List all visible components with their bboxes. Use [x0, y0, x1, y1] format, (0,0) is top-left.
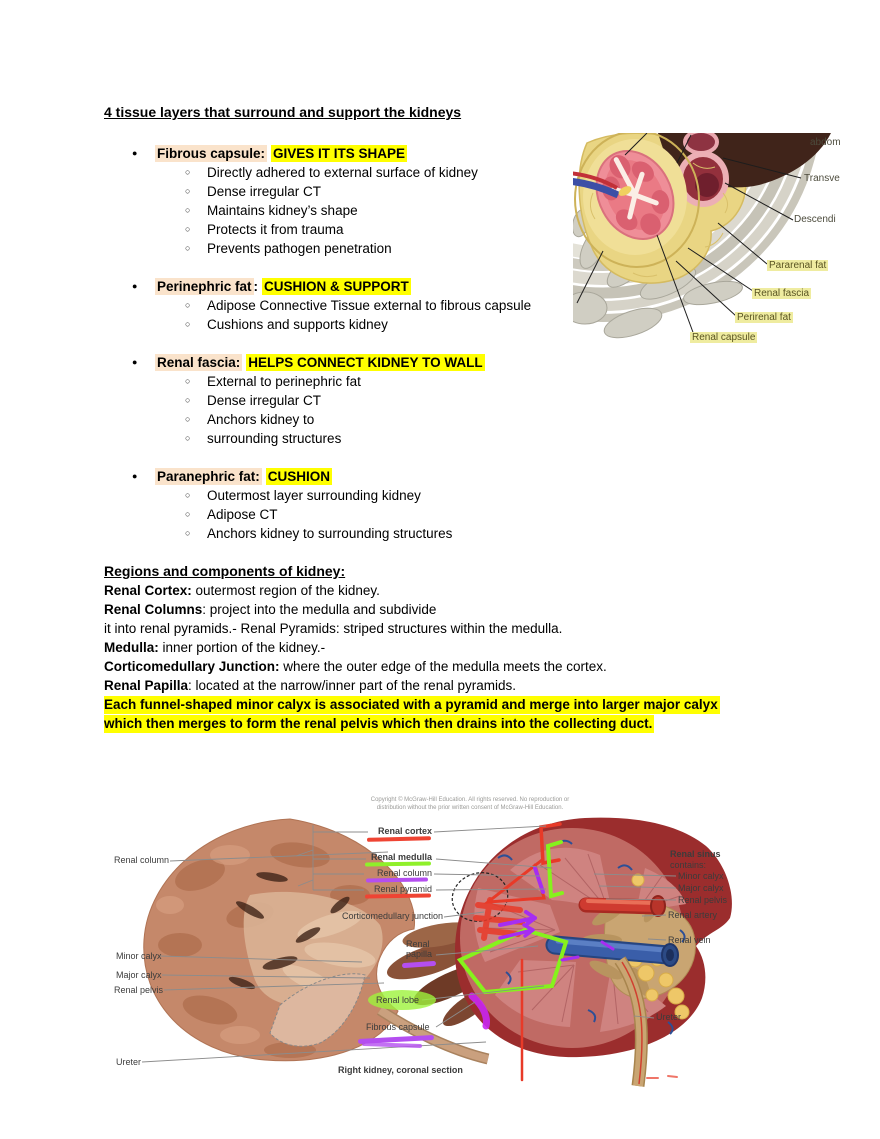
sub-bullet: ○ Adipose Connective Tissue external to fibrous capsule [185, 298, 532, 313]
body-line: Medulla: inner portion of the kidney.- [104, 640, 326, 655]
sub-bullet: ○ Anchors kidney to surrounding structures [185, 526, 453, 541]
figure-leader-lines [100, 790, 870, 1090]
bullet-label: Perinephric fat [157, 279, 252, 294]
circle-bullet-icon: ○ [185, 414, 191, 424]
circle-bullet-icon: ○ [185, 376, 191, 386]
kidney-figure-image[interactable] [100, 790, 870, 1090]
bullet-icon: ● [132, 471, 138, 481]
circle-bullet-icon: ○ [185, 224, 191, 234]
sub-bullet: ○ Dense irregular CT [185, 184, 322, 199]
bullet-icon: ● [132, 357, 138, 367]
fig1-label-abdomen: abdom [810, 137, 841, 148]
fig2-label-renal-column-left: Renal column [114, 855, 170, 865]
fig1-label-perirenal-fat: Perirenal fat [737, 312, 791, 323]
fig2-label-ureter-right: Ureter [656, 1012, 682, 1022]
sub-bullet: ○ Outermost layer surrounding kidney [185, 488, 421, 503]
bullet-item [104, 353, 764, 372]
fig2-label-renal-medulla: Renal medulla [370, 852, 432, 862]
sub-bullet: ○ Anchors kidney to [185, 412, 315, 427]
fig1-label-renal-capsule: Renal capsule [692, 332, 756, 343]
circle-bullet-icon: ○ [185, 490, 191, 500]
sub-bullet: ○ Prevents pathogen penetration [185, 241, 392, 256]
highlighted-line: which then merges to form the renal pelvis which then drains into the collecting duct. [104, 716, 653, 731]
fig2-caption: Right kidney, coronal section [338, 1065, 463, 1075]
fig2-label-fibrous-capsule: Fibrous capsule [366, 1022, 430, 1032]
fig2-label-ureter-left: Ureter [116, 1057, 142, 1067]
fig2-label-minor-calyx-right: Minor calyx [678, 871, 724, 881]
circle-bullet-icon: ○ [185, 167, 191, 177]
bullet-highlight: GIVES IT ITS SHAPE [273, 146, 406, 161]
bullet-highlight: CUSHION & SUPPORT [264, 279, 409, 294]
body-line: Renal Columns: project into the medulla and subdivide [104, 602, 437, 617]
body-line: Corticomedullary Junction: where the outer edge of the medulla meets the cortex. [104, 659, 607, 674]
circle-bullet-icon: ○ [185, 509, 191, 519]
fig2-label-renal-papilla: Renal papilla [406, 939, 433, 959]
fig2-label-renal-artery: Renal artery [668, 910, 718, 920]
page-title: 4 tissue layers that surround and support the kidneys [104, 104, 462, 120]
sub-bullet: ○ Dense irregular CT [185, 393, 322, 408]
highlighted-line: Each funnel-shaped minor calyx is associated with a pyramid and merge into larger major calyx [104, 697, 718, 712]
body-line: Renal Papilla: located at the narrow/inner part of the renal pyramids. [104, 678, 516, 693]
fig2-label-minor-calyx-left: Minor calyx [116, 951, 162, 961]
bullet-label: Fibrous capsule: [157, 146, 266, 161]
fig2-label-renal-pyramid: Renal pyramid [373, 884, 432, 894]
fig2-label-renal-sinus: Renal sinus [670, 849, 721, 859]
fig1-label-transverse: Transve [804, 173, 840, 184]
body-line: it into renal pyramids.- Renal Pyramids: striped structures within the medulla. [104, 621, 563, 636]
bullet-icon: ● [132, 281, 138, 291]
fig1-label-renal-fascia: Renal fascia [754, 288, 810, 299]
fig1-label-pararenal-fat: Pararenal fat [769, 260, 827, 271]
bullet-icon: ● [132, 148, 138, 158]
fig2-label-renal-vein: Renal vein [668, 935, 711, 945]
sub-bullet: ○ Protects it from trauma [185, 222, 344, 237]
circle-bullet-icon: ○ [185, 300, 191, 310]
bullet-highlight: HELPS CONNECT KIDNEY TO WALL [248, 355, 483, 370]
sub-bullet: ○ External to perinephric fat [185, 374, 361, 389]
circle-bullet-icon: ○ [185, 433, 191, 443]
circle-bullet-icon: ○ [185, 205, 191, 215]
fig2-label-contains: contains: [670, 860, 707, 870]
bullet-label: Paranephric fat: [157, 469, 260, 484]
fig2-label-renal-pelvis-left: Renal pelvis [114, 985, 164, 995]
sub-bullet: ○ Directly adhered to external surface of kidney [185, 165, 478, 180]
circle-bullet-icon: ○ [185, 243, 191, 253]
bullet-item: ● Perinephric fat : CUSHION & SUPPORT [132, 279, 409, 294]
sub-bullet: ○ Cushions and supports kidney [185, 317, 388, 332]
cross-section-figure-image[interactable] [573, 133, 870, 355]
cross-section-art [573, 133, 870, 355]
fig2-label-renal-column-center: Renal column [376, 868, 432, 878]
fig2-label-renal-pelvis-right: Renal pelvis [678, 895, 728, 905]
section-heading: Regions and components of kidney: [104, 563, 346, 579]
sub-bullet: ○ Maintains kidney’s shape [185, 203, 358, 218]
circle-bullet-icon: ○ [185, 395, 191, 405]
fig2-label-major-calyx-right: Major calyx [678, 883, 724, 893]
bullet-label: Renal fascia: [157, 355, 241, 370]
sub-bullet: ○ Adipose CT [185, 507, 278, 522]
fig2-label-renal-cortex: Renal cortex [377, 826, 432, 836]
bullet-highlight: CUSHION [267, 469, 331, 484]
sub-bullet: ○ surrounding structures [185, 431, 342, 446]
fig2-label-renal-lobe: Renal lobe [376, 995, 420, 1005]
fig1-label-descending: Descendi [794, 214, 836, 225]
circle-bullet-icon: ○ [185, 319, 191, 329]
circle-bullet-icon: ○ [185, 186, 191, 196]
bullet-item [104, 467, 764, 486]
figure-copyright: Copyright © McGraw-Hill Education. All rights reserved. No reproduction or distribution without the prior written consent of McGraw-Hill Education. [370, 797, 570, 811]
body-line: Renal Cortex: outermost region of the kidney. [104, 583, 380, 598]
fig2-label-corticomedullary-junction: Corticomedullary junction [342, 911, 444, 921]
fig2-label-major-calyx-left: Major calyx [116, 970, 162, 980]
circle-bullet-icon: ○ [185, 528, 191, 538]
